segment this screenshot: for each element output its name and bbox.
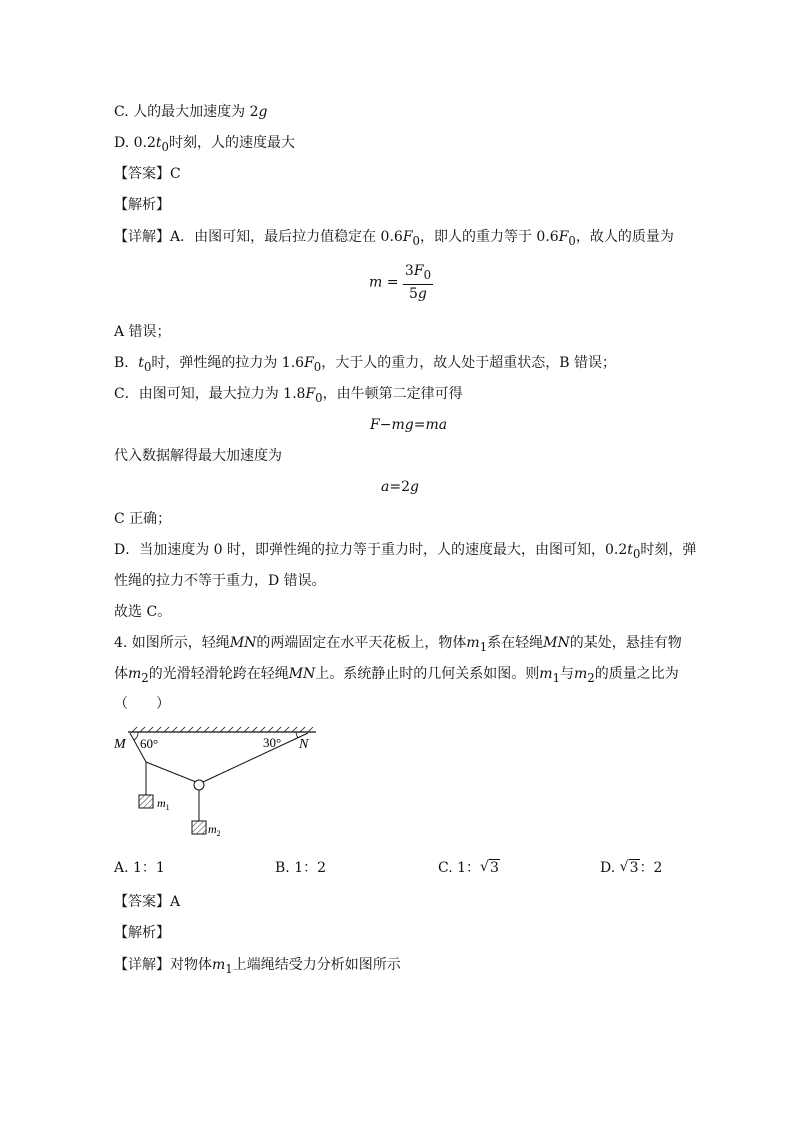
mass-fraction: $\frac{3F_0}{5g}$ [404,263,431,302]
option-b[interactable]: B. 1：2 [275,860,327,876]
m1-block [139,795,153,808]
question-4-line2: 体$m_2$的光滑轻滑轮跨在轻绳MN上。系统静止时的几何关系如图。则$m_1$与$m_2$的质量之比为 [114,666,679,685]
equation-mass: m = $\frac{3F_0}{5g}$ [369,263,431,302]
detail-a-line: 【详解】A．由图可知，最后拉力值稳定在 $0.6F_0$，即人的重力等于 $0.6F_0$，故人的质量为 [114,229,674,248]
label-angle-left: 60° [140,736,159,751]
answer-line: 【答案】C [114,166,181,182]
detail-b-line: B．$t_0$时，弹性绳的拉力为 $1.6F_0$，大于人的重力，故人处于超重状态，B 错误； [114,355,616,374]
answer-line-2: 【答案】A [114,894,181,910]
label-m2: $m_2$ [208,822,221,838]
detail-d-line2: 性绳的拉力不等于重力，D 错误。 [114,573,326,589]
label-m-point: M [114,737,126,752]
detail-d-line: D．当加速度为 0 时，即弹性绳的拉力等于重力时，人的速度最大，由图可知，$0.2t_0$时刻，弹 [114,542,697,561]
m2-block [192,821,206,834]
sqrt-three: √ 3 [620,860,640,876]
pulley-figure [110,722,330,842]
label-angle-right: 30° [263,735,282,750]
option-a[interactable]: A. 1：1 [114,860,165,876]
detail-c-line: C．由图可知，最大拉力为 $1.8F_0$，由牛顿第二定律可得 [114,386,463,405]
angle-arc-left [134,732,138,740]
equation-newton: F−mg=ma [370,417,448,433]
option-d-line: D. $0.2t_0$时刻，人的速度最大 [114,135,295,154]
pulley [194,780,204,790]
option-c[interactable]: C. 1：√ 3 [438,857,500,877]
sqrt-three: √ 3 [480,860,500,876]
detail-2-line: 【详解】对物体$m_1$上端绳结受力分析如图所示 [114,957,401,976]
label-m1: $m_1$ [157,796,170,812]
option-c-line: C. 人的最大加速度为 2g [114,104,268,120]
ceiling-hatching [132,727,313,732]
substitute-line: 代入数据解得最大加速度为 [114,448,282,464]
option-d[interactable]: D. √ 3：2 [600,857,662,877]
rope-knot-pulley [146,762,196,782]
question-4-paren: （ ） [114,696,170,712]
rope-pulley-n [203,733,308,782]
label-n-point: N [299,737,309,752]
analysis-label: 【解析】 [114,197,170,213]
c-right-line: C 正确； [114,511,172,527]
analysis-label-2: 【解析】 [114,925,170,941]
angle-arc-right [296,732,298,738]
a-wrong-line: A 错误； [114,324,171,340]
equation-acceleration: a=2g [381,479,419,495]
choose-line: 故选 C。 [114,604,172,620]
question-4-line1: 4. 如图所示，轻绳MN的两端固定在水平天花板上，物体$m_1$系在轻绳MN的某处，悬挂有物 [114,635,682,654]
